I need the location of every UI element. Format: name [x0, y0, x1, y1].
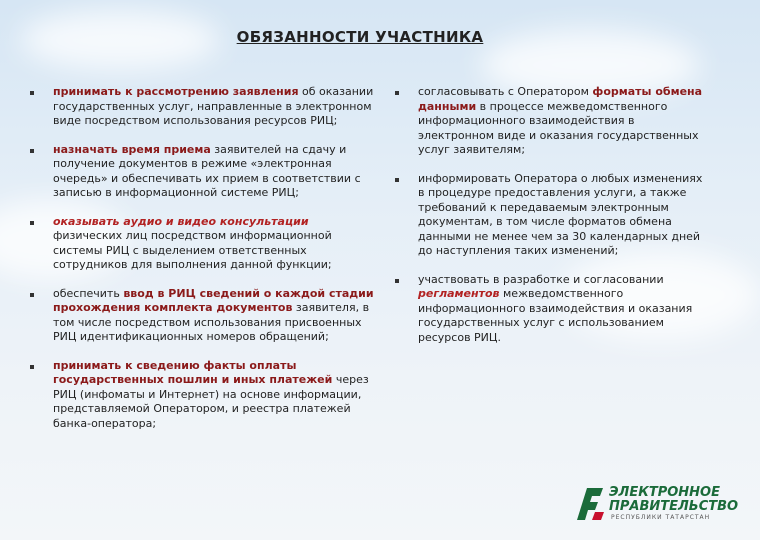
e-government-logo	[573, 482, 739, 524]
item-text: информировать Оператора о любых изменениях в процедуре предоставления услуги, а также требований к передаваемым электронным документам, в том числе форматов обмена данными не менее чем за 30 календарных дней до наступления таких изменений;	[418, 171, 703, 257]
bullet-icon	[30, 149, 34, 153]
logo-mark-icon	[573, 484, 607, 522]
list-item	[30, 85, 380, 129]
item-highlight: регламентов	[418, 287, 500, 300]
item-highlight: ввод в РИЦ сведений о каждой стадии прохождения комплекта документов	[53, 286, 374, 314]
item-text: заявителя, в том числе посредством использования присвоенных РИЦ идентификационных номеров обращений;	[53, 301, 370, 343]
list-item	[30, 143, 380, 201]
item-prefix: обеспечить	[53, 286, 124, 300]
item-text: об оказании государственных услуг, направленные в электронном виде посредством использования ресурсов РИЦ;	[53, 85, 374, 127]
logo-line1: ЭЛЕКТРОННОЕ	[609, 485, 720, 500]
bullet-icon	[395, 279, 399, 283]
item-highlight: принимать к рассмотрению заявления	[53, 85, 299, 98]
item-highlight: форматы обмена данными	[418, 85, 703, 113]
item-text: заявителей на сдачу и получение документов в режиме «электронная очередь» и обеспечивать их прием в соответствии с записью в информационной системе РИЦ;	[53, 142, 361, 199]
logo-line2: ПРАВИТЕЛЬСТВО	[609, 499, 739, 514]
right-column	[395, 85, 705, 359]
list-item	[30, 287, 380, 345]
bullet-icon	[30, 91, 34, 95]
list-item	[30, 359, 380, 432]
item-prefix: согласовывать с Оператором	[418, 85, 593, 98]
item-highlight: назначать время приема	[53, 142, 211, 156]
bullet-icon	[30, 293, 34, 297]
item-highlight: принимать к сведению факты оплаты государственных пошлин и иных платежей	[53, 358, 333, 386]
item-prefix: участвовать в разработке и согласовании	[418, 272, 664, 286]
list-item	[30, 215, 380, 273]
list-item	[395, 85, 705, 158]
left-column	[30, 85, 380, 445]
item-text: через РИЦ (инфоматы и Интернет) на основе информации, представляемой Оператором, и реестра платежей банка-оператора;	[53, 373, 369, 430]
bullet-icon	[30, 221, 34, 225]
item-text: физических лиц посредством информационной системы РИЦ с выделением ответственных сотрудников для выполнения данной функции;	[53, 229, 332, 271]
list-item	[395, 172, 705, 259]
bullet-icon	[395, 91, 399, 95]
item-text: в процессе межведомственного информационного взаимодействия в электронном виде и оказания государственных услуг заявителям;	[418, 99, 699, 156]
item-text: межведомственного информационного взаимодействия и оказания государственных услуг с использованием ресурсов РИЦ.	[418, 287, 693, 344]
list-item	[395, 273, 705, 346]
bullet-icon	[30, 365, 34, 369]
page-title: ОБЯЗАННОСТИ УЧАСТНИКА	[236, 28, 484, 46]
item-highlight: оказывать аудио и видео консультации	[53, 214, 309, 228]
logo-subtitle: РЕСПУБЛИКИ ТАТАРСТАН	[611, 514, 711, 521]
bullet-icon	[395, 178, 399, 182]
